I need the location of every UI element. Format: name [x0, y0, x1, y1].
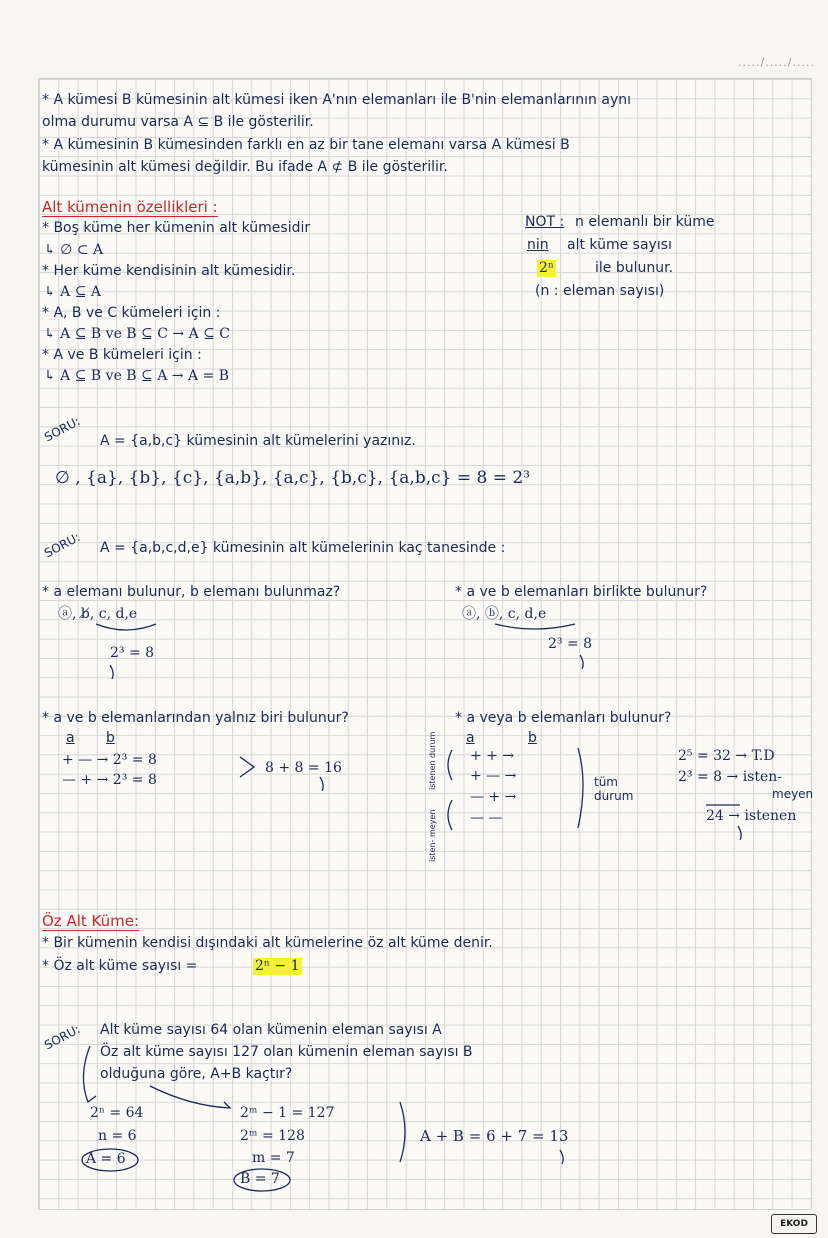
q2a-question: * a elemanı bulunur, b elemanı bulunmaz?: [42, 584, 341, 600]
note-line-1: n elemanlı bir küme: [575, 214, 715, 230]
q3-line-3: olduğuna göre, A+B kaçtır?: [100, 1066, 293, 1082]
q2d-side-wanted: istenen durum: [428, 731, 437, 790]
intro-line-4: kümesinin alt kümesi değildir. Bu ifade A ⊄ B ile gösterilir.: [42, 159, 448, 175]
q2b-question: * a ve b elemanları birlikte bulunur?: [455, 584, 708, 600]
property-4-math: ↳ A ⊆ B ve B ⊆ A → A = B: [44, 368, 229, 384]
q2a-brace: [96, 624, 156, 630]
q3-left-1: 2ⁿ = 64: [90, 1105, 144, 1121]
q3-mid-3: m = 7: [252, 1150, 295, 1166]
property-2: * Her küme kendisinin alt kümesidir.: [42, 263, 296, 279]
q3-line-1: Alt küme sayısı 64 olan kümenin eleman sayısı A: [100, 1022, 442, 1038]
q2d-left-brace-2: [448, 800, 452, 830]
q2c-row-1: + — → 2³ = 8: [62, 752, 157, 768]
date-field: ...../...../.....: [738, 56, 815, 69]
q2d-right-brace: [578, 748, 583, 828]
soru-label-2: SORU:: [42, 530, 83, 561]
q2b-work: ⓐ, ⓑ, c, d,e: [462, 606, 547, 622]
q3-circle-b: [234, 1169, 290, 1191]
q3-left-2: n = 6: [98, 1128, 137, 1144]
q2c-head-b: b: [106, 730, 115, 746]
note-label: NOT :: [525, 214, 565, 230]
property-1: * Boş küme her kümenin alt kümesidir: [42, 220, 311, 236]
q2d-brace-label: tüm durum: [594, 775, 634, 804]
q1-answer: ∅ , {a}, {b}, {c}, {a,b}, {a,c}, {b,c}, {a,b,c} = 8 = 2³: [55, 468, 531, 488]
q2b-result: 2³ = 8: [548, 636, 593, 652]
proper-line-1: * Bir kümenin kendisi dışındaki alt kümelerine öz alt küme denir.: [42, 935, 493, 951]
q2d-head-a: a: [466, 730, 475, 746]
q3-brace: [400, 1102, 405, 1162]
q3-mid-1: 2ᵐ − 1 = 127: [240, 1105, 335, 1121]
q2-question: A = {a,b,c,d,e} kümesinin alt kümelerinin kaç tanesinde :: [100, 540, 506, 556]
q3-circle-a: [82, 1149, 138, 1171]
q2c-hook: [320, 777, 323, 791]
note-line-3: ile bulunur.: [595, 260, 674, 276]
q3-left-3: A = 6: [86, 1151, 126, 1167]
intro-line-2: olma durumu varsa A ⊆ B ile gösterilir.: [42, 114, 314, 130]
q2b-brace: [495, 624, 575, 629]
properties-heading: Alt kümenin özellikleri :: [42, 198, 218, 216]
q2a-work: ⓐ, b̸, c, d,e: [58, 606, 138, 622]
q2d-row-2: + — →: [470, 768, 517, 784]
q2a-result: 2³ = 8: [110, 645, 155, 661]
q2a-hook: [110, 665, 113, 679]
q2c-question: * a ve b elemanlarından yalnız biri bulunur?: [42, 710, 349, 726]
q2d-row-1: + + →: [470, 748, 515, 764]
soru-label-3: SORU:: [42, 1022, 83, 1053]
soru-label-1: SORU:: [42, 414, 83, 445]
note-formula: 2ⁿ: [539, 260, 554, 276]
proper-line-2: * Öz alt küme sayısı =: [42, 958, 198, 974]
q3-mid-4: B = 7: [240, 1171, 280, 1187]
intro-line-1: * A kümesi B kümesinin alt kümesi iken A'nın elemanları ile B'nin elemanlarının aynı: [42, 92, 632, 108]
q2d-left-brace-1: [448, 750, 452, 780]
property-1-math: ↳ ∅ ⊂ A: [44, 242, 104, 258]
q2d-calc-2: 2³ = 8 → isten-: [678, 769, 783, 785]
property-2-math: ↳ A ⊆ A: [44, 284, 102, 300]
q1-question: A = {a,b,c} kümesinin alt kümelerini yazınız.: [100, 433, 416, 449]
q2d-calc-2b: meyen: [772, 787, 814, 801]
q2b-hook: [580, 655, 583, 669]
note-nin: nin: [527, 237, 549, 253]
proper-heading: Öz Alt Küme:: [42, 912, 140, 930]
property-4: * A ve B kümeleri için :: [42, 347, 202, 363]
q2d-question: * a veya b elemanları bulunur?: [455, 710, 672, 726]
q3-line-2: Öz alt küme sayısı 127 olan kümenin eleman sayısı B: [100, 1044, 473, 1060]
q2d-row-3: — + →: [470, 789, 517, 805]
q2d-hook: [738, 826, 741, 840]
q2c-join: [240, 757, 254, 777]
property-3-math: ↳ A ⊆ B ve B ⊆ C → A ⊆ C: [44, 326, 231, 342]
intro-line-3: * A kümesinin B kümesinden farklı en az bir tane elemanı varsa A kümesi B: [42, 137, 570, 153]
q2d-calc-3: 24 → istenen: [706, 808, 797, 824]
q2c-head-a: a: [66, 730, 75, 746]
q2d-calc-1: 2⁵ = 32 → T.D: [678, 748, 775, 764]
proper-formula: 2ⁿ − 1: [255, 958, 300, 974]
q3-mid-2: 2ᵐ = 128: [240, 1128, 305, 1144]
q3-answer: A + B = 6 + 7 = 13: [420, 1127, 569, 1145]
brand-logo: EKOD: [771, 1214, 817, 1234]
q3-arrow-left: [83, 1046, 96, 1102]
q3-hook: [560, 1150, 563, 1164]
q2c-row-2: — + → 2³ = 8: [62, 772, 157, 788]
property-3: * A, B ve C kümeleri için :: [42, 305, 221, 321]
note-line-4: (n : eleman sayısı): [535, 283, 665, 299]
q3-arrow-mid: [150, 1086, 230, 1108]
q2d-side-unwanted: isten- meyen: [428, 809, 437, 862]
q2d-head-b: b: [528, 730, 537, 746]
q2d-row-4: — —: [470, 810, 503, 826]
q2c-sum: 8 + 8 = 16: [265, 760, 342, 776]
note-line-2: alt küme sayısı: [567, 237, 672, 253]
